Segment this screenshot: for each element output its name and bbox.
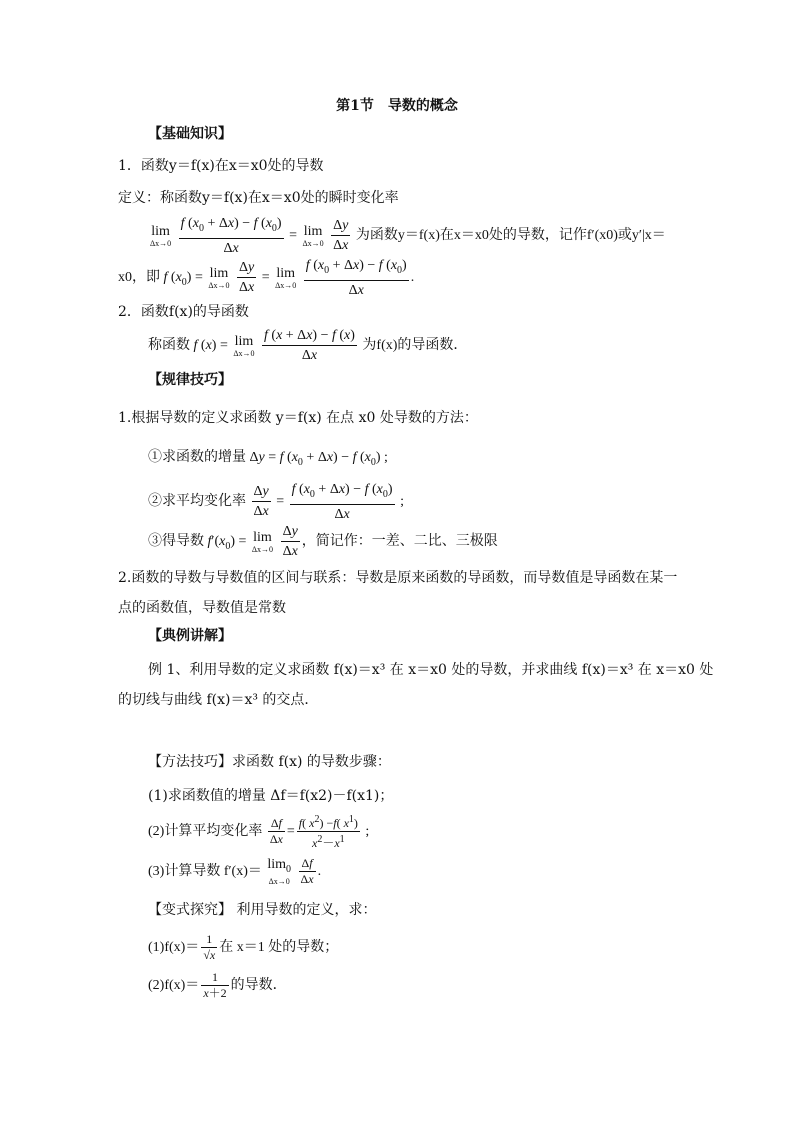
reciprocal-sqrt: $\frac{1}{√x}$ [203, 932, 216, 963]
variant-q2-suffix: 的导数． [230, 978, 287, 993]
limit-operator: lim Δx→0 [208, 265, 230, 290]
item2-intro: 称函数 [148, 338, 190, 353]
variant-q1-suffix: 在 x＝1 处的导数； [219, 940, 339, 955]
variant-q1 [148, 928, 338, 968]
example1-line2: 的切线与曲线 f(x)＝x³ 的交点． [118, 692, 319, 708]
method-step3-label: (3)计算导数 f′(x)＝ [148, 864, 262, 879]
definition-formula-cont: x0，即 f $(x_0)$ = lim Δx→0 $\frac{\Delta y}{\Delta x}$ = lim Δx→0 $\frac{f (x_0 + \Delta x) - f (x_0)}{\Delta x}$ . [118, 258, 415, 298]
variant-q2 [148, 966, 287, 1006]
limit-operator: lim Δx→0 [302, 223, 324, 248]
rules-step1: ①求函数的增量 Δy = f $(x_0 + \Delta x) - f$ $(x_0)$ ; [148, 450, 388, 468]
delta-ratio: $\frac{\Delta y}{\Delta x}$ [333, 218, 349, 254]
section-header-basic: 【基础知识】 [148, 126, 232, 142]
derivative-function-formula: 称函数 f (x) = lim Δx→0 $\frac{f (x + \Delta x) - f (x)}{\Delta x}$ 为f(x)的导函数． [148, 328, 468, 364]
definition-intro: 定义：称函数y＝f(x)在x＝x0处的瞬时变化率 [118, 190, 399, 206]
basic-item2-heading: 2．函数f(x)的导函数 [118, 304, 249, 320]
rules-item1: 1.根据导数的定义求函数 y＝f(x) 在点 x0 处导数的方法： [118, 410, 478, 426]
delta-ratio: $\frac{\Delta f}{\Delta x}$ [300, 856, 314, 887]
delta-ratio: $\frac{\Delta f}{\Delta x}$ [269, 816, 283, 847]
section-header-rules: 【规律技巧】 [148, 372, 232, 388]
difference-quotient: $\frac{f (x_0 + \Delta x) - f (x_0)}{\Delta x}$ [180, 216, 282, 256]
method-step1: (1)求函数值的增量 Δf＝f(x2)－f(x1)； [148, 788, 394, 804]
difference-quotient: $\frac{f (x + \Delta x) - f (x)}{\Delta x}$ [264, 328, 355, 364]
definition-formula: lim Δx→0 $\frac{f (x_0 + \Delta x) - f (x_0)}{\Delta x}$ = lim Δx→0 $\frac{\Delta y}{\Delta x}$ 为函数y＝f(x)在x＝x0处的导数，记作f′(x0)或y′|x＝ [150, 216, 666, 256]
page-title: 第1节 导数的概念 [336, 98, 458, 114]
variant-header: 【变式探究】 利用导数的定义，求： [148, 902, 377, 918]
method-header: 【方法技巧】求函数 f(x) 的导数步骤： [148, 754, 391, 770]
method-step2: (2)计算平均变化率 $\frac{\Delta f}{\Delta x}$ = $\frac{f( x^2) -f( x^1)}{x^2-x^1}$ ; [148, 814, 370, 851]
rules-step3-note: ，简记作：一差、二比、三极限 [301, 534, 498, 549]
limit-operator: lim Δx→0 [233, 333, 255, 358]
item2-text: 为f(x)的导函数． [362, 338, 468, 353]
method-step3: (3)计算导数 f′(x)＝ $\lim_0$ Δx→0 $\frac{\Delta f}{\Delta x}$ . [148, 856, 322, 887]
limit-operator: lim Δx→0 [275, 265, 297, 290]
delta-ratio: $\frac{\Delta y}{\Delta x}$ [253, 484, 269, 520]
method-step2-label: (2)计算平均变化率 [148, 824, 263, 839]
rules-step2-label: ②求平均变化率 [148, 494, 246, 510]
definition-tail: x0，即 [118, 270, 160, 286]
limit-operator: lim Δx→0 [251, 529, 274, 554]
rules-step3: ③得导数 $f'(x_0)$ = lim Δx→0 $\frac{\Delta y}{\Delta x}$ ，简记作：一差、二比、三极限 [148, 524, 498, 560]
reciprocal-linear: $\frac{1}{x+2}$ [203, 970, 227, 1001]
rules-item2-line2: 点的函数值，导数值是常数 [118, 600, 286, 616]
rules-step2: ②求平均变化率 $\frac{\Delta y}{\Delta x}$ = $\frac{f (x_0 + \Delta x) - f (x_0)}{\Delta x}$ ; [148, 482, 404, 522]
delta-ratio: $\frac{\Delta y}{\Delta x}$ [239, 260, 255, 296]
rules-item2-line1: 2.函数的导数与导数值的区间与联系：导数是原来函数的导函数，而导数值是导函数在某一 [118, 570, 678, 586]
rules-step1-label: ①求函数的增量 [148, 450, 246, 465]
secant-slope: $\frac{f( x^2) -f( x^1)}{x^2-x^1}$ [298, 814, 358, 851]
variant-q1-prefix: (1)f(x)＝ [148, 940, 200, 955]
basic-item1-heading: 1．函数y＝f(x)在x＝x0处的导数 [118, 158, 324, 174]
limit-operator: $\lim_0$ Δx→0 [267, 857, 292, 887]
example1-line1: 例 1、利用导数的定义求函数 f(x)＝x³ 在 x＝x0 处的导数，并求曲线 f(x)＝x³ 在 x＝x0 处 [148, 662, 714, 678]
definition-text: 为函数y＝f(x)在x＝x0处的导数，记作f′(x0)或y′|x＝ [355, 228, 666, 244]
limit-operator: lim Δx→0 [150, 223, 172, 248]
difference-quotient: $\frac{f (x_0 + \Delta x) - f (x_0)}{\Delta x}$ [291, 482, 393, 522]
difference-quotient: $\frac{f (x_0 + \Delta x) - f (x_0)}{\Delta x}$ [305, 258, 407, 298]
delta-ratio: $\frac{\Delta y}{\Delta x}$ [282, 524, 298, 560]
variant-q2-prefix: (2)f(x)＝ [148, 978, 200, 993]
section-header-examples: 【典例讲解】 [148, 628, 232, 644]
rules-step3-label: ③得导数 [148, 534, 204, 549]
